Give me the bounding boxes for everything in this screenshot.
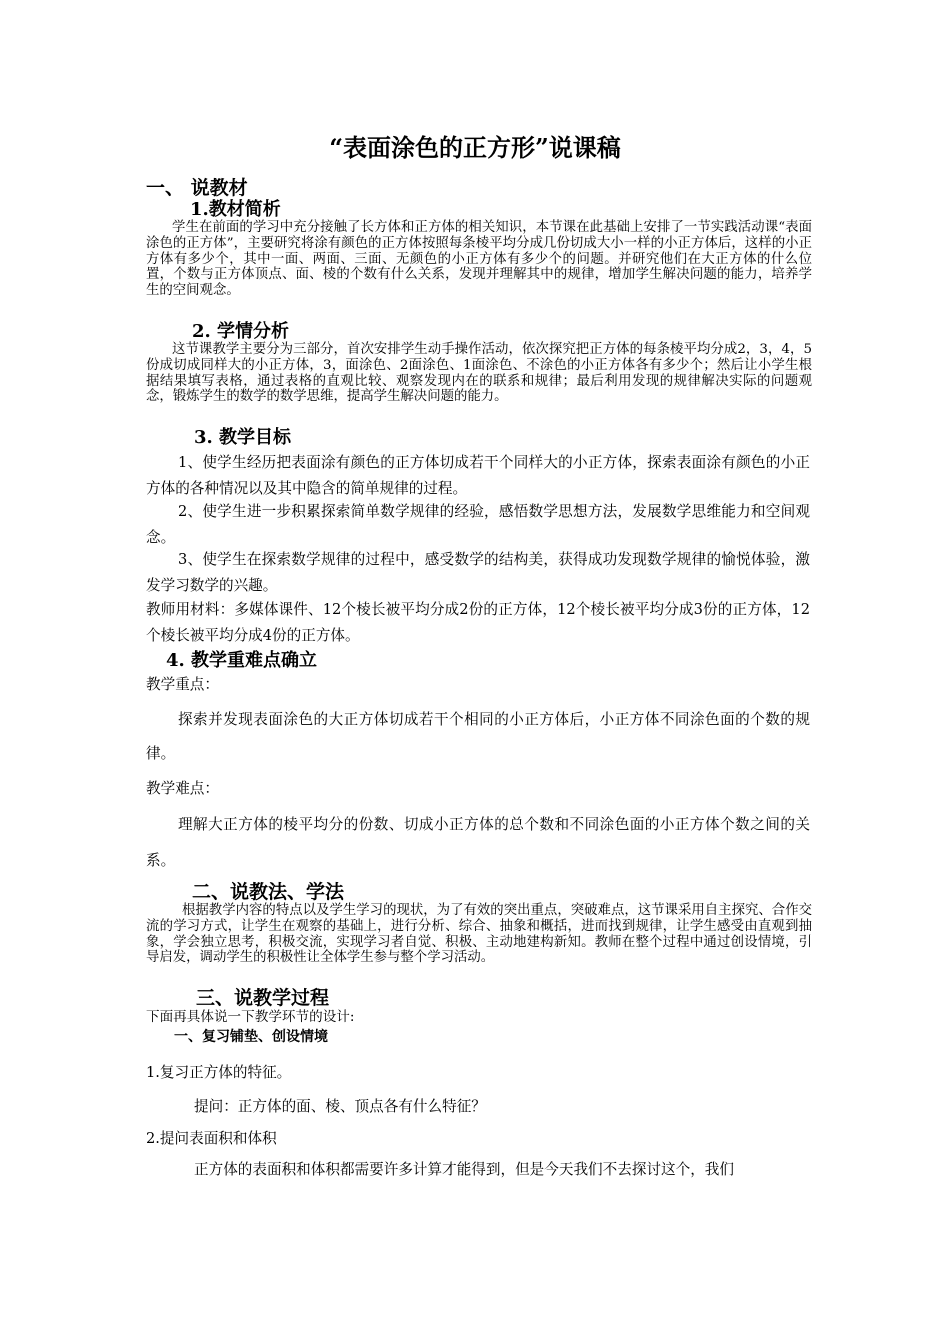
section-heading-process: 三、说教学过程 xyxy=(196,987,330,1009)
process-intro: 下面再具体说一下教学环节的设计: xyxy=(146,1009,355,1025)
paragraph-material-overview: 学生在前面的学习中充分接触了长方体和正方体的相关知识，本节课在此基础上安排了一节实践活动课“表面涂色的正方体”，主要研究将涂有颜色的正方体按照每条棱平均分成几份切成大小一样的小正方体后，这样的小正方体有多少个，其中一面、两面、三面、无颜色的小正方体有多少个的问题。并研究他们在大正方体的什么位置，个数与正方体顶点、面、棱的个数有什么关系，发现并理解其中的规律，增加学生解决问题的能力，培养学生的空间观念。 xyxy=(146,220,812,299)
list-item-area-volume: 2.提问表面积和体积 xyxy=(146,1130,277,1147)
difficult-point-text: 理解大正方体的棱平均分的份数、切成小正方体的总个数和不同涂色面的小正方体个数之间的关系。 xyxy=(146,816,810,869)
paragraph-student-analysis: 这节课教学主要分为三部分，首次安排学生动手操作活动，依次探究把正方体的每条棱平均分成2，3，4，5份成切成同样大的小正方体，3，面涂色、2面涂色、1面涂色、不涂色的小正方体各有多少个；然后让小学生根据结果填写表格，通过表格的直观比较、观察发现内在的联系和规律；最后利用发现的规律解决实际的问题观念，锻炼学生的数学的数学思维，提高学生解决问题的能力。 xyxy=(146,342,812,405)
question-cube-features: 提问：正方体的面、棱、顶点各有什么特征？ xyxy=(194,1098,486,1115)
key-point-label: 教学重点： xyxy=(146,676,219,693)
list-item-review-features: 1.复习正方体的特征。 xyxy=(146,1064,292,1081)
page-title: “表面涂色的正方形”说课稿 xyxy=(329,133,621,162)
teaching-goal-3: 3、使学生在探索数学规律的过程中，感受数学的结构美，获得成功发现数学规律的愉悦体验，激发学习数学的兴趣。 xyxy=(146,551,810,594)
subheading-key-difficult-points: 4. 教学重难点确立 xyxy=(166,650,318,671)
section-heading-methods: 二、说教法、学法 xyxy=(192,881,345,903)
subheading-teaching-goals: 3. 教学目标 xyxy=(194,427,292,448)
paragraph-area-volume: 正方体的表面积和体积都需要许多计算才能得到，但是今天我们不去探讨这个，我们 xyxy=(194,1161,734,1178)
teaching-materials: 教师用材料：多媒体课件、12个棱长被平均分成2份的正方体，12个棱长被平均分成3份的正方体，12个棱长被平均分成4份的正方体。 xyxy=(146,601,810,644)
paragraph-methods: 根据教学内容的特点以及学生学习的现状，为了有效的突出重点，突破难点，这节课采用自主探究、合作交流的学习方式，让学生在观察的基础上，进行分析、综合、抽象和概括，进而找到规律，让学生感受由直观到抽象，学会独立思考，积极交流，实现学习者自觉、积极、主动地建构新知。教师在整个过程中通过创设情境，引导启发，调动学生的积极性让全体学生参与整个学习活动。 xyxy=(146,903,812,966)
subheading-material-overview: 1.教材简析 xyxy=(190,199,281,220)
teaching-goal-1: 1、使学生经历把表面涂有颜色的正方体切成若干个同样大的小正方体，探索表面涂有颜色的小正方体的各种情况以及其中隐含的简单规律的过程。 xyxy=(146,454,810,497)
step-heading-review: 一、复习铺垫、创设情境 xyxy=(174,1029,328,1045)
section-heading-teaching-material: 一、 说教材 xyxy=(146,177,248,199)
teaching-goal-2: 2、使学生进一步积累探索简单数学规律的经验，感悟数学思想方法，发展数学思维能力和空间观念。 xyxy=(146,503,810,546)
key-point-text: 探索并发现表面涂色的大正方体切成若干个相同的小正方体后，小正方体不同涂色面的个数的规律。 xyxy=(146,711,810,762)
subheading-student-analysis: 2. 学情分析 xyxy=(192,321,290,342)
difficult-point-label: 教学难点： xyxy=(146,780,219,797)
